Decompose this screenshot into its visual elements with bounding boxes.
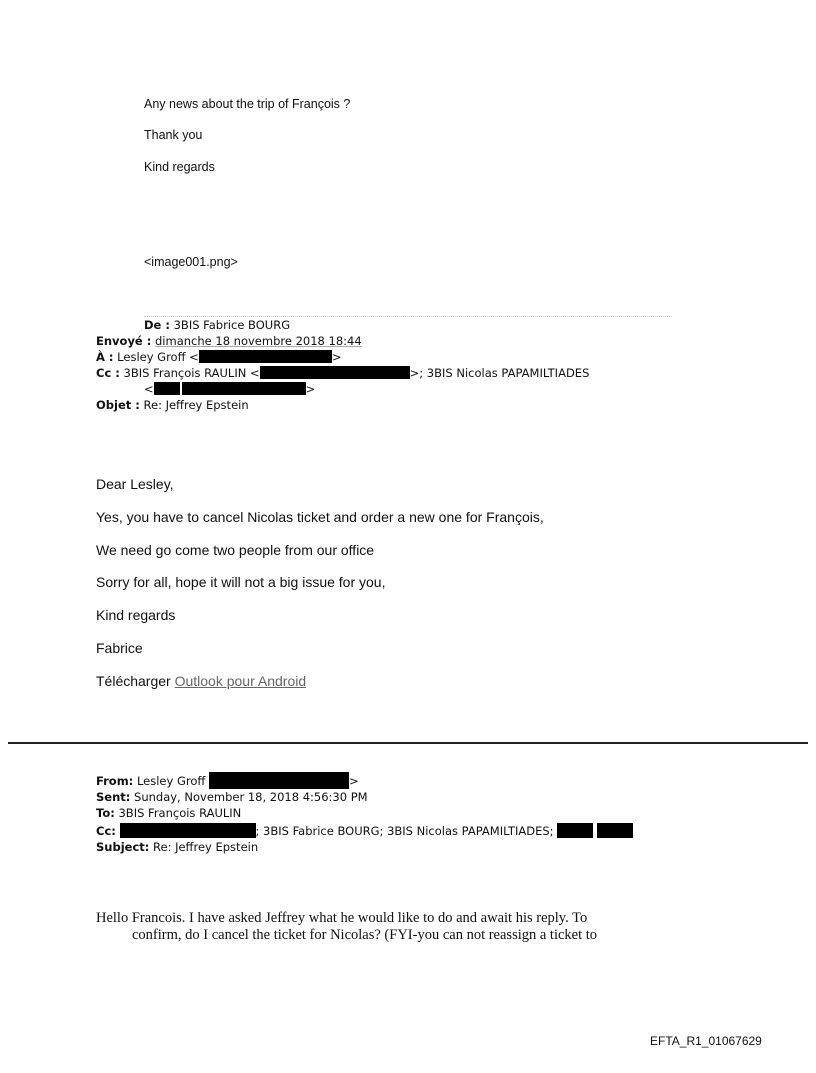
- fabrice-line-4: Kind regards: [96, 607, 176, 623]
- fabrice-line-5: Fabrice: [96, 640, 143, 656]
- first-email-line-2: Thank you: [144, 128, 203, 142]
- fabrice-line-3: Sorry for all, hope it will not a big issue for you,: [96, 574, 386, 590]
- en-sent-value: Sunday, November 18, 2018 4:56:30 PM: [134, 790, 368, 804]
- fr-sent-row: [96, 334, 362, 349]
- lesley-line-2: confirm, do I cancel the ticket for Nicolas? (FYI-you can not reassign a ticket to: [132, 927, 598, 943]
- fr-to-value: Lesley Groff <: [117, 350, 199, 364]
- fr-sent-value: dimanche 18 novembre 2018 18:44: [155, 334, 362, 348]
- en-cc-label: Cc:: [96, 824, 116, 838]
- redaction-box: [209, 772, 349, 789]
- en-to-row: [96, 806, 241, 821]
- fr-sent-label: Envoyé :: [96, 334, 152, 348]
- first-email-line-3: Kind regards: [144, 160, 215, 174]
- fr-subject-row: [96, 398, 249, 413]
- redaction-box: [597, 823, 633, 838]
- en-subject-value: Re: Jeffrey Epstein: [153, 840, 259, 854]
- redaction-box: [154, 382, 180, 395]
- en-from-value: Lesley Groff: [136, 774, 206, 788]
- fabrice-line-1: Yes, you have to cancel Nicolas ticket and order a new one for François,: [96, 509, 544, 525]
- en-cc-row: [96, 823, 633, 839]
- fr-to-row: [96, 350, 341, 365]
- en-subject-label: Subject:: [96, 840, 150, 854]
- download-prefix: Télécharger: [96, 673, 171, 689]
- image-placeholder: <image001.png>: [144, 255, 238, 269]
- fr-to-close: >: [331, 350, 342, 364]
- outlook-android-link[interactable]: Outlook pour Android: [174, 673, 307, 689]
- fr-cc-row: [96, 366, 589, 381]
- download-row: [96, 673, 306, 690]
- fr-cc-label: Cc :: [96, 366, 120, 380]
- fr-from-value: 3BIS Fabrice BOURG: [173, 318, 291, 332]
- en-cc-value: ; 3BIS Fabrice BOURG; 3BIS Nicolas PAPAMILTIADES;: [255, 824, 554, 838]
- document-id: EFTA_R1_01067629: [650, 1034, 762, 1048]
- fr-cc-cont-open: <: [144, 382, 154, 396]
- separator-line: [8, 742, 808, 744]
- fr-subject-label: Objet :: [96, 398, 140, 412]
- redaction-box: [557, 823, 593, 838]
- fabrice-line-2: We need go come two people from our office: [96, 542, 375, 558]
- fabrice-greeting: Dear Lesley,: [96, 476, 174, 492]
- en-to-label: To:: [96, 806, 115, 820]
- fr-to-label: À :: [96, 350, 114, 364]
- en-from-label: From:: [96, 774, 134, 788]
- en-from-row: [96, 772, 359, 789]
- redaction-box: [182, 382, 306, 395]
- en-sent-row: [96, 790, 368, 805]
- first-email-line-1: Any news about the trip of François ?: [144, 97, 351, 111]
- en-subject-row: [96, 840, 258, 855]
- fr-subject-value: Re: Jeffrey Epstein: [143, 398, 249, 412]
- en-to-value: 3BIS François RAULIN: [118, 806, 242, 820]
- fr-from-row: [144, 318, 290, 333]
- separator-dotted: [144, 316, 672, 317]
- redaction-box: [120, 823, 256, 838]
- redaction-box: [260, 366, 410, 379]
- en-from-close: >: [348, 774, 359, 788]
- fr-cc-cont-row: [144, 382, 315, 397]
- lesley-line-1: Hello Francois. I have asked Jeffrey what he would like to do and await his reply. To: [96, 910, 588, 926]
- fr-cc-mid: >; 3BIS Nicolas PAPAMILTIADES: [409, 366, 590, 380]
- en-sent-label: Sent:: [96, 790, 131, 804]
- fr-from-label: De :: [144, 318, 170, 332]
- fr-cc-cont-close: >: [305, 382, 316, 396]
- redaction-box: [199, 350, 332, 363]
- fr-cc-value: 3BIS François RAULIN <: [123, 366, 260, 380]
